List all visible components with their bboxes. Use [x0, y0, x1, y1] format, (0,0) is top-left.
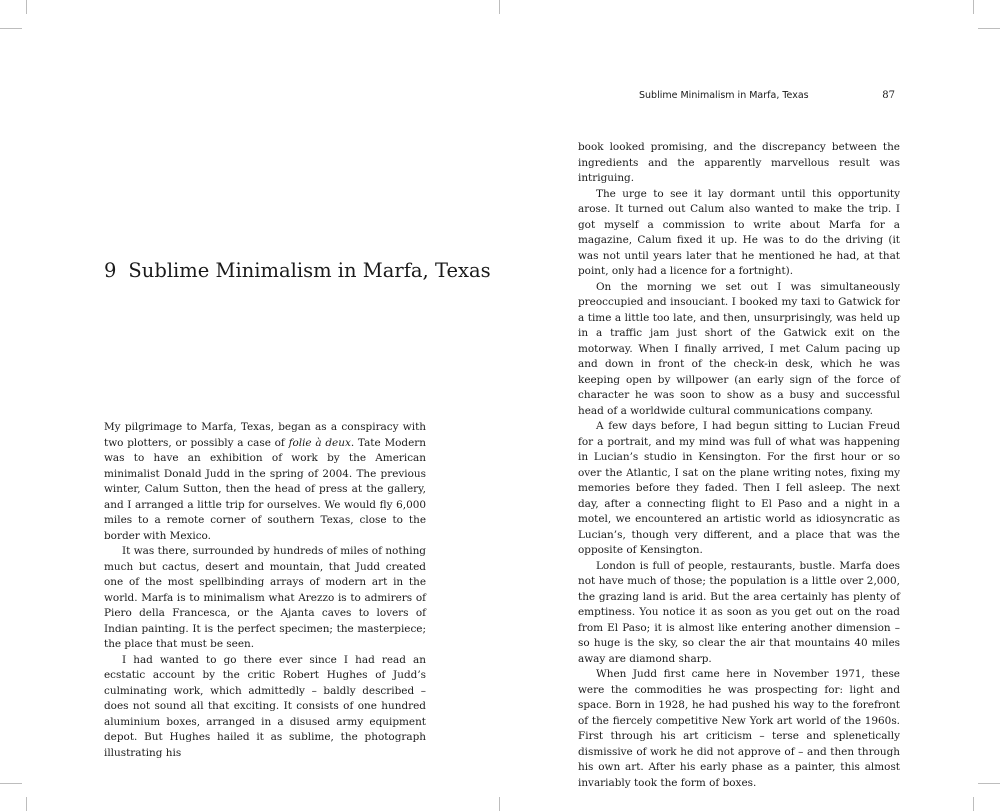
page-number: 87 — [882, 90, 895, 101]
chapter-title: Sublime Minimalism in Marfa, Texas — [128, 259, 491, 282]
right-page — [500, 0, 1000, 811]
chapter-number: 9 — [104, 259, 117, 282]
paragraph: The urge to see it lay dormant until this opportunity arose. It turned out Calum also wanted to make the trip. I got myself a commission to write about Marfa for a magazine, Calum fixed it up. He was to do the driving (it was not until years later that he mentioned he had, at that point, only had a licence for a fortnight). — [578, 187, 900, 277]
paragraph: book looked promising, and the discrepancy between the ingredients and the apparently marvellous result was intriguing. — [578, 141, 900, 184]
paragraph: A few days before, I had begun sitting to Lucian Freud for a portrait, and my mind was full of what was happening in Lucian’s studio in Kensington. For the first hour or so over the Atlantic, I sat on the plane writing notes, fixing my memories before they faded. Then I fell asleep. The next day, after a connecting flight to El Paso and a night in a motel, we encountered an artistic world as idiosyncratic as Lucian’s, though very different, and a place that was the opposite of Kensington. — [578, 420, 900, 556]
emphasis-text: folie à deux — [288, 436, 351, 449]
paragraph: London is full of people, restaurants, bustle. Marfa does not have much of those; the population is a little over 2,000, the grazing land is arid. But the area certainly has plenty of emptiness. You notice it as soon as you get out on the road from El Paso; it is almost like entering another dimension – so huge is the sky, so clear the air that mountains 40 miles away are diamond sharp. — [578, 559, 900, 665]
paragraph: I had wanted to go there ever since I had read an ecstatic account by the critic Robert Hughes of Judd’s culminating work, which admittedly – baldly described – does not sound all that exciting. It consists of one hundred aluminium boxes, arranged in a disused army equipment depot. But Hughes hailed it as sublime, the photograph illustrating his — [104, 653, 426, 759]
paragraph: On the morning we set out I was simultaneously preoccupied and insouciant. I booked my taxi to Gatwick for a time a little too late, and then, unsurprisingly, was held up in a traffic jam just short of the Gatwick exit on the motorway. When I finally arrived, I met Calum pacing up and down in front of the check-in desk, which he was keeping open by willpower (an early sign of the force of character he was soon to show as a busy and successful head of a worldwide cultural communications company. — [578, 280, 900, 417]
chapter-heading — [104, 258, 491, 284]
paragraph: My pilgrimage to Marfa, Texas, began as a conspiracy with two plotters, or possibly a case of folie à deux. Tate Modern was to have an exhibition of work by the American minimalist Donald Judd in the spring of 2004. The previous winter, Calum Sutton, then the head of press at the gallery, and I arranged a little trip for ourselves. We would fly 6,000 miles to a remote corner of southern Texas, close to the border with Mexico. — [104, 421, 426, 542]
paragraph: When Judd first came here in November 1971, these were the commodities he was prospecting for: light and space. Born in 1928, he had pushed his way to the forefront of the fiercely competitive New York art world of the 1960s. First through his art criticism – terse and splenetically dismissive of work he did not approve of – and then through his own art. After his early phase as a painter, this almost invariably took the form of boxes. — [578, 668, 900, 789]
running-head — [639, 89, 895, 103]
left-body-text — [104, 420, 426, 761]
running-head-title: Sublime Minimalism in Marfa, Texas — [639, 90, 809, 101]
right-body-text — [578, 140, 900, 791]
paragraph: It was there, surrounded by hundreds of miles of nothing much but cactus, desert and mountain, that Judd created one of the most spellbinding arrays of modern art in the world. Marfa is to minimalism what Arezzo is to admirers of Piero della Francesca, or the Ajanta caves to lovers of Indian painting. It is the perfect specimen; the masterpiece; the place that must be seen. — [104, 545, 426, 650]
